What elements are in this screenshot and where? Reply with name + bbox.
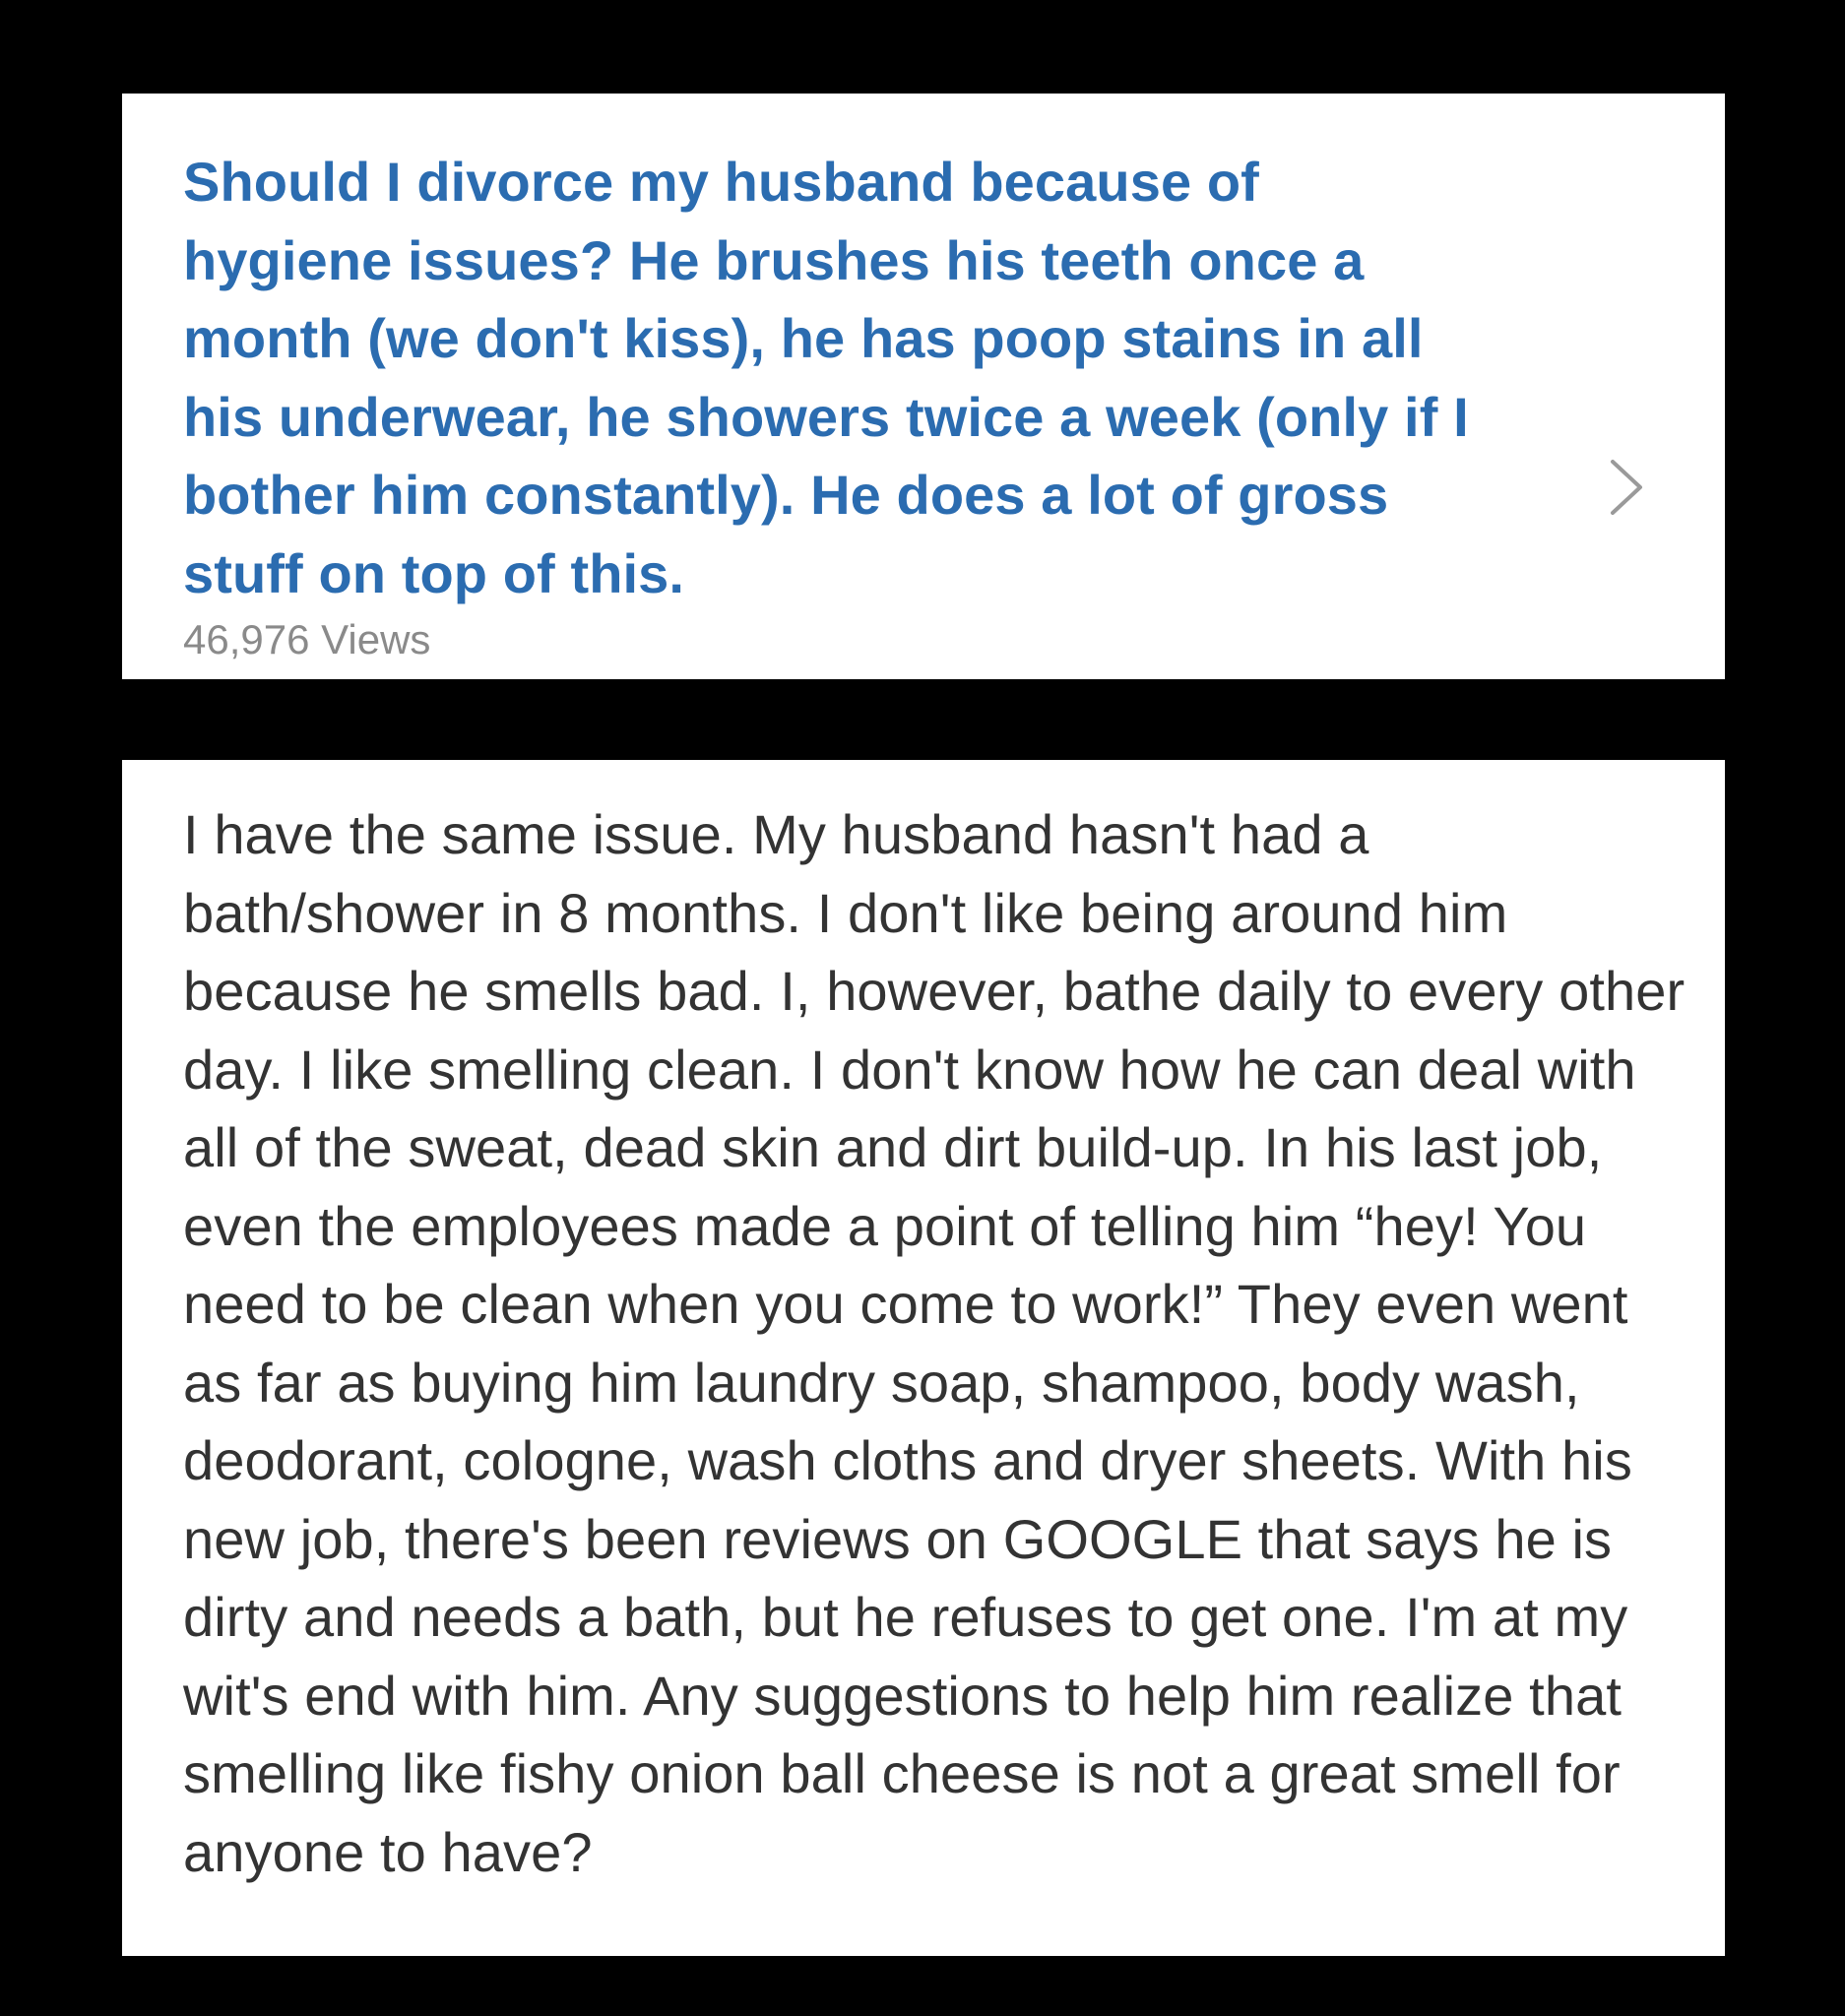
question-title[interactable]: Should I divorce my husband because of hygiene issues? He brushes his teeth once a month (we don't kiss), he has poop stains in all his underwear, he showers twice a week (only if I bother him constantly). He does a lot of gross stuff on top of this. [183,151,1469,604]
question-card[interactable] [122,94,1725,679]
answer-card [122,760,1725,1956]
answer-body: I have the same issue. My husband hasn't had a bath/shower in 8 months. I don't like being around him because he smells bad. I, however, bathe daily to every other day. I like smelling clean. I don't know how he can deal with all of the sweat, dead skin and dirt build-up. In his last job, even the employees made a point of telling him “hey! You need to be clean when you come to work!” They even went as far as buying him laundry soap, shampoo, body wash, deodorant, cologne, wash cloths and dryer sheets. With his new job, there's been reviews on GOOGLE that says he is dirty and needs a bath, but he refuses to get one. I'm at my wit's end with him. Any suggestions to help him realize that smelling like fishy onion ball cheese is not a great smell for anyone to have? [183,803,1686,1883]
view-count: 46,976 Views [183,616,431,662]
chevron-right-icon[interactable] [1607,458,1646,517]
